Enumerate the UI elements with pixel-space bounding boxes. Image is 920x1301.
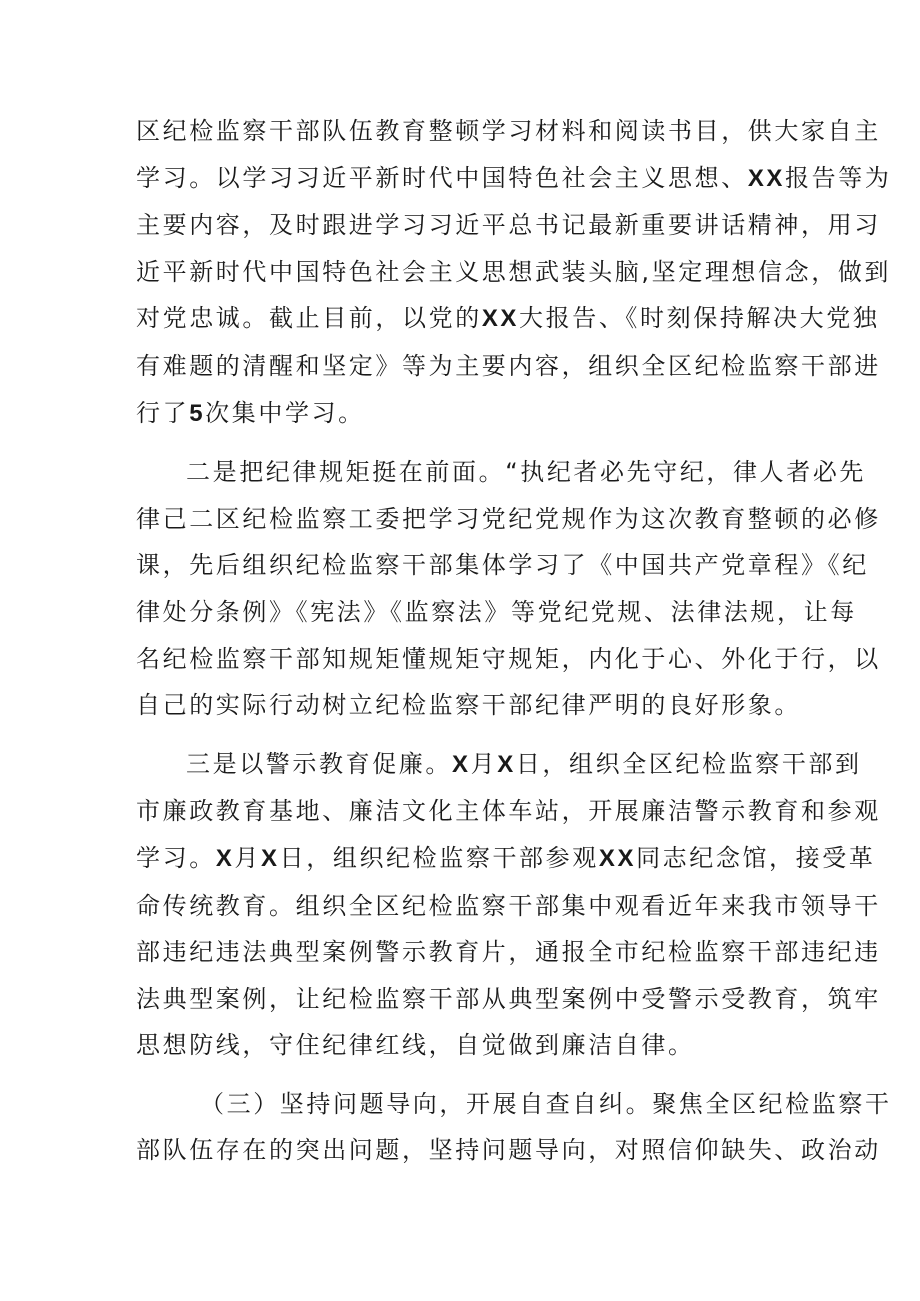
text-line: 行了5次集中学习。 — [136, 398, 365, 427]
text-line: 部违纪违法典型案例警示教育片，通报全市纪检监察干部违纪违 — [136, 938, 881, 967]
text-line: 近平新时代中国特色社会主义思想武装头脑,坚定理想信念，做到 — [136, 257, 892, 286]
text-line: 学习。X月X日，组织纪检监察干部参观XX同志纪念馆，接受革 — [136, 843, 876, 872]
text-line: 区纪检监察干部队伍教育整顿学习材料和阅读书目，供大家自主 — [136, 117, 881, 145]
text-line: 命传统教育。组织全区纪检监察干部集中观看近年来我市领导干 — [136, 891, 881, 920]
bold-token: XX — [598, 844, 637, 872]
text-line: 市廉政教育基地、廉洁文化主体车站，开展廉洁警示教育和参观 — [136, 797, 881, 826]
document-body — [136, 108, 892, 1174]
bold-token: X — [261, 844, 280, 872]
paragraph-self-inspection — [136, 1081, 892, 1174]
text-line: 课，先后组织纪检监察干部集体学习了《中国共产党章程》《纪 — [136, 551, 869, 580]
text-line: 有难题的清醒和坚定》等为主要内容，组织全区纪检监察干部进 — [136, 351, 881, 380]
text-line: 部队伍存在的突出问题，坚持问题导向，对照信仰缺失、政治动 — [136, 1136, 881, 1165]
text-line: 学习。以学习习近平新时代中国特色社会主义思想、XX报告等为 — [136, 163, 892, 192]
text-line: 二是把纪律规矩挺在前面。“执纪者必先守纪，律人者必先 — [186, 458, 867, 487]
paragraph-study-materials — [136, 108, 892, 437]
text-line: 律己二区纪检监察工委把学习党纪党规作为这次教育整顿的必修 — [136, 504, 881, 533]
paragraph-warning-education — [136, 741, 881, 1069]
bold-token: X — [452, 750, 471, 778]
bold-token: X — [497, 750, 516, 778]
text-line: 自己的实际行动树立纪检监察干部纪律严明的良好形象。 — [136, 691, 801, 720]
bold-token: XX — [747, 164, 786, 192]
paragraph-discipline-rules — [136, 449, 881, 729]
bold-token: 5 — [189, 399, 206, 427]
text-line: 三是以警示教育促廉。X月X日，组织全区纪检监察干部到 — [186, 749, 862, 778]
text-line: 思想防线，守住纪律红线，自觉做到廉洁自律。 — [136, 1031, 695, 1060]
text-line: 主要内容，及时跟进学习习近平总书记最新重要讲话精神，用习 — [136, 211, 881, 240]
bold-token: X — [215, 844, 235, 872]
text-line: 律处分条例》《宪法》《监察法》等党纪党规、法律法规，让每 — [136, 597, 857, 626]
text-line: 对党忠诚。截止目前，以党的XX大报告、《时刻保持解决大党独 — [136, 304, 880, 333]
text-line: 名纪检监察干部知规矩懂规矩守规矩，内化于心、外化于行，以 — [136, 644, 881, 673]
text-line: （三）坚持问题导向，开展自查自纠。聚焦全区纪检监察干 — [200, 1089, 892, 1118]
bold-token: XX — [481, 305, 520, 333]
text-line: 法典型案例，让纪检监察干部从典型案例中受警示受教育，筑牢 — [136, 984, 881, 1013]
